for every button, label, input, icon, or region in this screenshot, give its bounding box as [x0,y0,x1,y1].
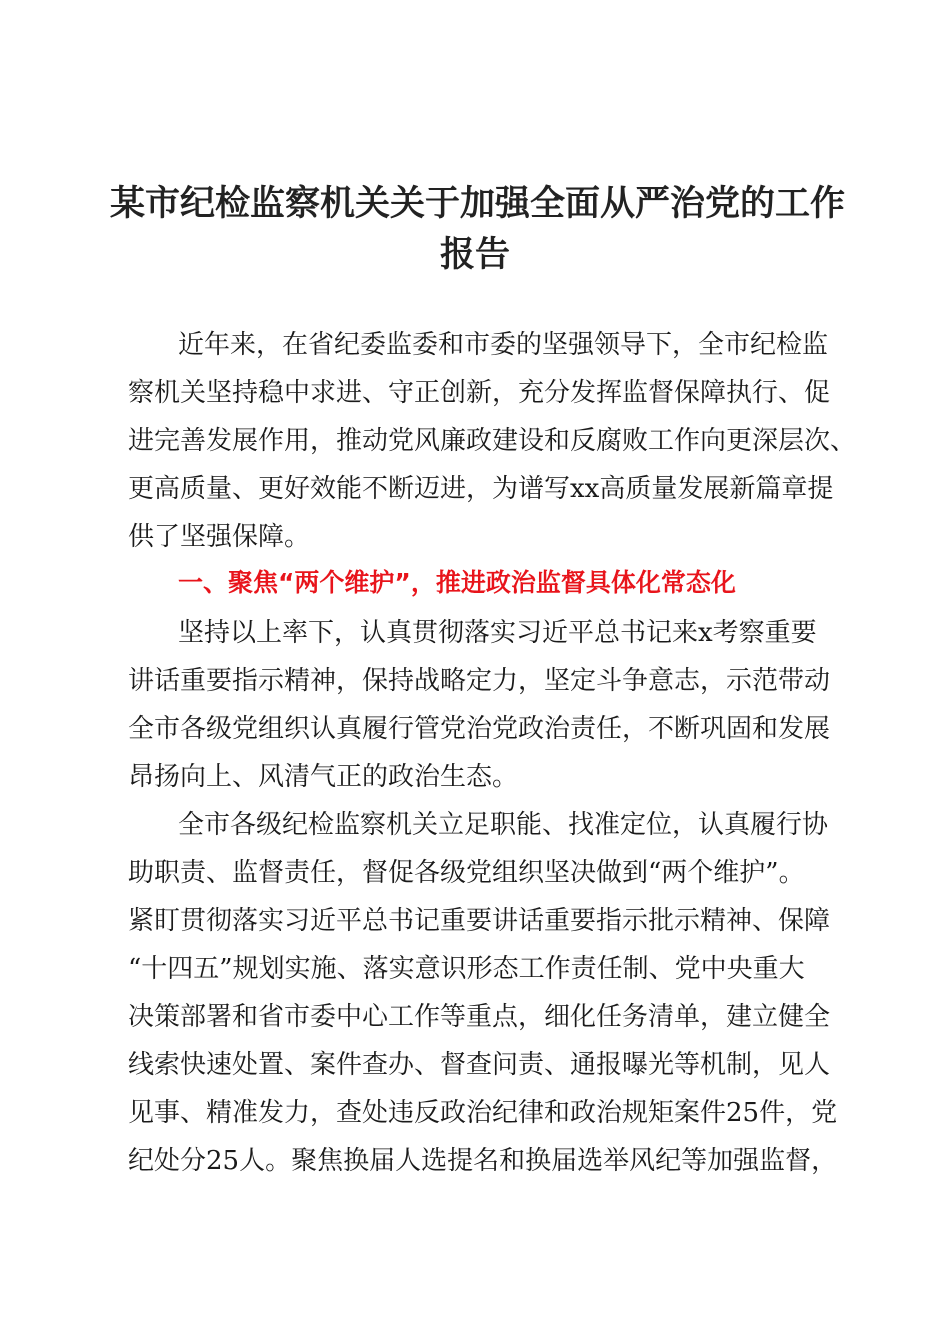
paragraph-line: 全市各级纪检监察机关立足职能、找准定位，认真履行协 [178,810,829,840]
paragraph-line: 昂扬向上、风清气正的政治生态。 [128,762,519,792]
paragraph-line: 见事、精准发力，查处违反政治纪律和政治规矩案件25件，党 [128,1098,838,1128]
paragraph-line: 纪处分25人。聚焦换届人选提名和换届选举风纪等加强监督， [128,1146,838,1176]
paragraph-line: 紧盯贯彻落实习近平总书记重要讲话重要指示批示精神、保障 [128,906,831,936]
paragraph-line: 坚持以上率下，认真贯彻落实习近平总书记来x考察重要 [178,618,817,648]
paragraph-line: 全市各级党组织认真履行管党治党政治责任，不断巩固和发展 [128,714,831,744]
paragraph-line: 线索快速处置、案件查办、督查问责、通报曝光等机制，见人 [128,1050,831,1080]
paragraph-line: 供了坚强保障。 [128,522,311,552]
paragraph-line: 更高质量、更好效能不断迈进，为谱写xx高质量发展新篇章提 [128,474,834,504]
paragraph-line: 讲话重要指示精神，保持战略定力，坚定斗争意志，示范带动 [128,666,831,696]
document-title-line-1: 某市纪检监察机关关于加强全面从严治党的工作 [110,183,846,224]
paragraph-line: 助职责、监督责任，督促各级党组织坚决做到“两个维护”。 [128,858,805,888]
paragraph-line: “十四五”规划实施、落实意识形态工作责任制、党中央重大 [128,954,805,984]
document-title-line-2: 报告 [439,234,510,275]
paragraph-line: 进完善发展作用，推动党风廉政建设和反腐败工作向更深层次、 [128,426,857,456]
paragraph-line: 察机关坚持稳中求进、守正创新，充分发挥监督保障执行、促 [128,378,831,408]
paragraph-line: 决策部署和省市委中心工作等重点，细化任务清单，建立健全 [128,1002,831,1032]
paragraph-line: 近年来，在省纪委监委和市委的坚强领导下，全市纪检监 [178,330,829,360]
section-heading: 一、聚焦“两个维护”，推进政治监督具体化常态化 [178,568,736,597]
